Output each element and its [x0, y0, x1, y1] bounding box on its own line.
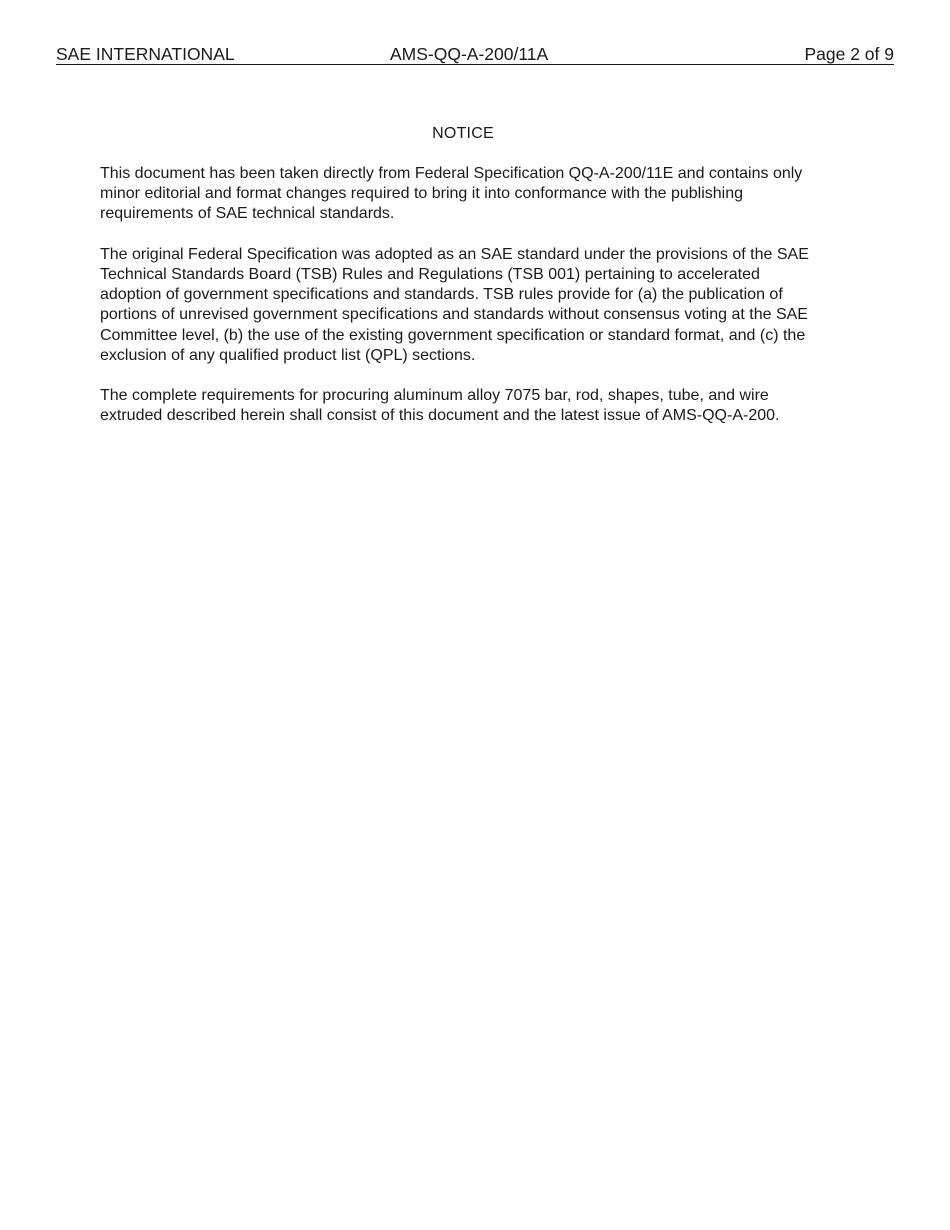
- header-document-number: AMS-QQ-A-200/11A: [390, 44, 549, 64]
- notice-body: [100, 164, 860, 447]
- header-page-number: Page 2 of 9: [804, 44, 894, 64]
- notice-paragraph-3: The complete requirements for procuring aluminum alloy 7075 bar, rod, shapes, tube, and wire extruded described herein shall consist of this document and the latest issue of AMS-QQ-A-200.: [100, 387, 780, 425]
- notice-paragraph-1: This document has been taken directly from Federal Specification QQ-A-200/11E and contains only minor editorial and format changes required to bring it into conformance with the publishing requirements of SAE technical standards.: [100, 165, 803, 223]
- page-header: [56, 44, 894, 65]
- notice-title: NOTICE: [432, 125, 494, 142]
- header-organization: SAE INTERNATIONAL: [56, 44, 235, 64]
- notice-paragraph-2: The original Federal Specification was adopted as an SAE standard under the provisions of the SAE Technical Standards Board (TSB) Rules and Regulations (TSB 001) pertaining to accelerated adoption of government specifications and standards. TSB rules provide for (a) the publication of portions of unrevised government specifications and standards without consensus voting at the SAE Committee level, (b) the use of the existing government specification or standard format, and (c) the exclusion of any qualified product list (QPL) sections.: [100, 245, 809, 364]
